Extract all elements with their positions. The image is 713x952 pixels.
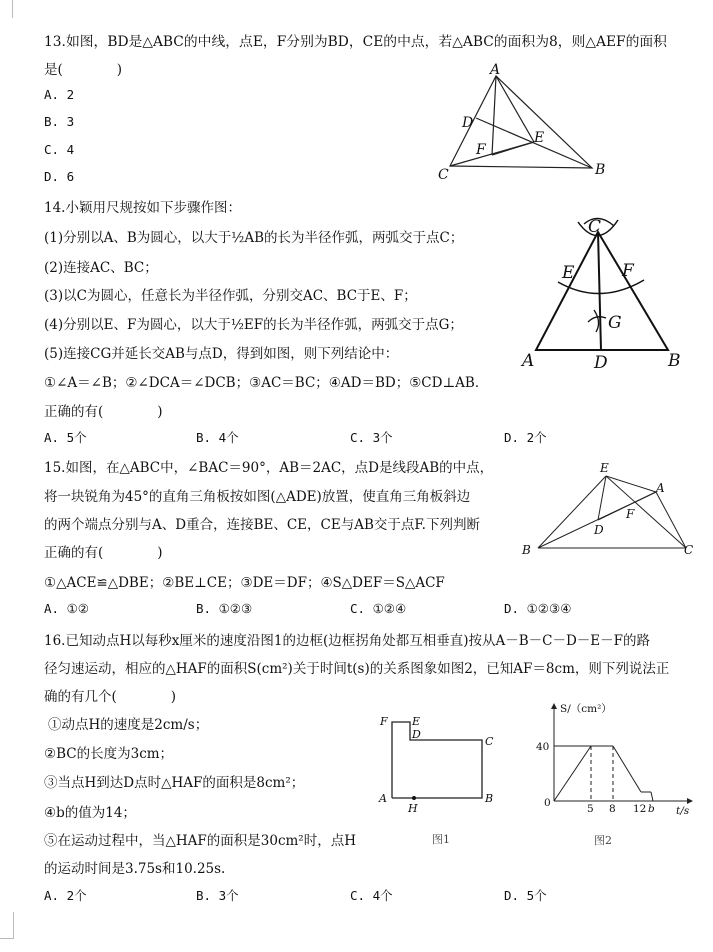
q16-option-a[interactable]: A. 2个 <box>44 888 87 903</box>
q16-fig1-label-a: A <box>379 792 387 805</box>
q15-label-f: F <box>626 507 635 521</box>
q13-label-c: C <box>438 167 449 183</box>
q15-triangle-figure <box>516 458 702 560</box>
q14-option-b[interactable]: B. 4个 <box>196 430 239 445</box>
q15-option-a[interactable]: A. ①② <box>44 601 89 616</box>
q13-label-e: E <box>534 130 545 146</box>
q15-option-d[interactable]: D. ①②③④ <box>504 601 572 616</box>
q16-statement-2: ②BC的长度为3cm； <box>44 746 174 762</box>
q16-fig2-xtick-12: 12 <box>633 803 647 815</box>
q16-statement-4: ④b的值为14； <box>44 805 136 821</box>
q16-fig2-ytick-40: 40 <box>536 741 550 753</box>
q16-option-d[interactable]: D. 5个 <box>504 888 547 903</box>
q13-option-c[interactable]: C. 4 <box>44 142 75 157</box>
q14-label-e: E <box>562 263 575 283</box>
q14-label-a: A <box>522 351 535 371</box>
q14-label-d: D <box>594 353 608 373</box>
q16-line-2: 径匀速运动，相应的△HAF的面积S(cm²)关于时间t(s)的关系图象如图2，已知AF＝8cm，则下列说法正 <box>44 661 670 677</box>
q15-label-a: A <box>656 481 665 495</box>
q14-option-d[interactable]: D. 2个 <box>504 430 547 445</box>
q16-option-b[interactable]: B. 3个 <box>196 888 239 903</box>
q14-option-c[interactable]: C. 3个 <box>350 430 393 445</box>
q16-statement-3: ③当点H到达D点时△HAF的面积是8cm²； <box>44 775 305 791</box>
q14-label-g: G <box>608 313 622 333</box>
q14-step-5: (5)连接CG并延长交AB与点D，得到如图，则下列结论中： <box>44 346 399 362</box>
q16-fig2-xtick-8: 8 <box>609 803 616 815</box>
q15-label-b: B <box>522 543 531 557</box>
q16-figure-2-graph <box>530 698 700 852</box>
q15-line-1: 15.如图，在△ABC中，∠BAC＝90°，AB＝2AC，点D是线段AB的中点， <box>44 460 494 476</box>
q14-step-2: (2)连接AC、BC； <box>44 260 158 276</box>
q16-fig1-label-f: F <box>380 715 388 728</box>
q16-fig2-ylabel: S/（cm²） <box>560 703 612 715</box>
q14-step-4: (4)分别以E、F为圆心，以大于½EF的长为半径作弧，两弧交于点G； <box>44 317 463 333</box>
q14-correct-prompt: 正确的有( ) <box>44 404 163 420</box>
q14-conclusions: ①∠A＝∠B；②∠DCA＝∠DCB；③AC＝BC；④AD＝BD；⑤CD⊥AB． <box>44 375 489 391</box>
q14-option-a[interactable]: A. 5个 <box>44 430 87 445</box>
q13-label-d: D <box>462 115 474 131</box>
q15-line-4: 正确的有( ) <box>44 545 163 561</box>
q14-compass-construction-figure <box>518 214 694 376</box>
q13-label-a: A <box>490 62 501 78</box>
q13-stem: 13.如图，BD是△ABC的中线，点E，F分别为BD，CE的中点，若△ABC的面积为8，则△AEF的面积 <box>44 34 667 50</box>
q14-label-c: C <box>588 217 602 237</box>
q16-line-1: 16.已知动点H以每秒x厘米的速度沿图1的边框(边框拐角处都互相垂直)按从A－B－C－D－E－F的路 <box>44 633 651 649</box>
q16-line-3: 确的有几个( ) <box>44 689 177 705</box>
q15-option-b[interactable]: B. ①②③ <box>196 601 253 616</box>
q14-step-3: (3)以C为圆心，任意长为半径作弧，分别交AC、BC于E、F； <box>44 288 417 304</box>
q16-fig2-xtick-5: 5 <box>587 803 594 815</box>
q16-fig2-xtick-b: b <box>648 803 655 815</box>
q13-option-d[interactable]: D. 6 <box>44 169 75 184</box>
q15-label-c: C <box>684 543 694 557</box>
corner-mark-top-left <box>12 0 13 18</box>
q16-fig1-label-b: B <box>485 792 494 805</box>
q13-option-b[interactable]: B. 3 <box>44 114 75 129</box>
q16-statement-5: ⑤在运动过程中，当△HAF的面积是30cm²时，点H <box>44 833 356 849</box>
q14-stem: 14.小颖用尺规按如下步骤作图： <box>44 200 241 216</box>
q16-fig1-caption: 图1 <box>432 833 450 846</box>
q16-fig1-label-d: D <box>412 728 421 741</box>
q13-label-f: F <box>476 142 486 158</box>
q16-statement-5-cont: 的运动时间是3.75s和10.25s. <box>44 861 226 877</box>
q16-fig1-label-h: H <box>408 802 418 815</box>
q15-line-3: 的两个端点分别与A、D重合，连接BE、CE，CE与AB交于点F.下列判断 <box>44 517 480 533</box>
q16-fig2-xlabel: t/s <box>676 805 690 817</box>
q15-conclusions: ①△ACE≌△DBE；②BE⊥CE；③DE＝DF；④S△DEF＝S△ACF <box>44 575 445 591</box>
q16-fig1-label-e: E <box>412 715 421 728</box>
q14-step-1: (1)分别以A、B为圆心，以大于½AB的长为半径作弧，两弧交于点C； <box>44 230 464 246</box>
q16-option-c[interactable]: C. 4个 <box>350 888 393 903</box>
q16-fig2-origin: 0 <box>544 797 551 809</box>
q15-option-c[interactable]: C. ①②④ <box>350 601 407 616</box>
q14-label-f: F <box>622 261 634 281</box>
q16-statement-1: ①动点H的速度是2cm/s； <box>48 717 209 733</box>
q16-fig2-caption: 图2 <box>594 834 612 847</box>
q15-line-2: 将一块锐角为45°的直角三角板按如图(△ADE)放置，使直角三角板斜边 <box>44 489 471 505</box>
q16-fig1-label-c: C <box>485 735 494 748</box>
q16-figure-1-frame <box>372 712 508 852</box>
q14-label-b: B <box>668 351 681 371</box>
q13-triangle-figure <box>430 62 610 184</box>
q15-label-d: D <box>594 523 604 537</box>
q15-label-e: E <box>600 461 609 475</box>
q13-label-b: B <box>595 162 606 178</box>
q13-stem-cont: 是( ) <box>44 62 123 78</box>
corner-mark-bottom-left <box>0 912 14 939</box>
q13-option-a[interactable]: A. 2 <box>44 87 75 102</box>
